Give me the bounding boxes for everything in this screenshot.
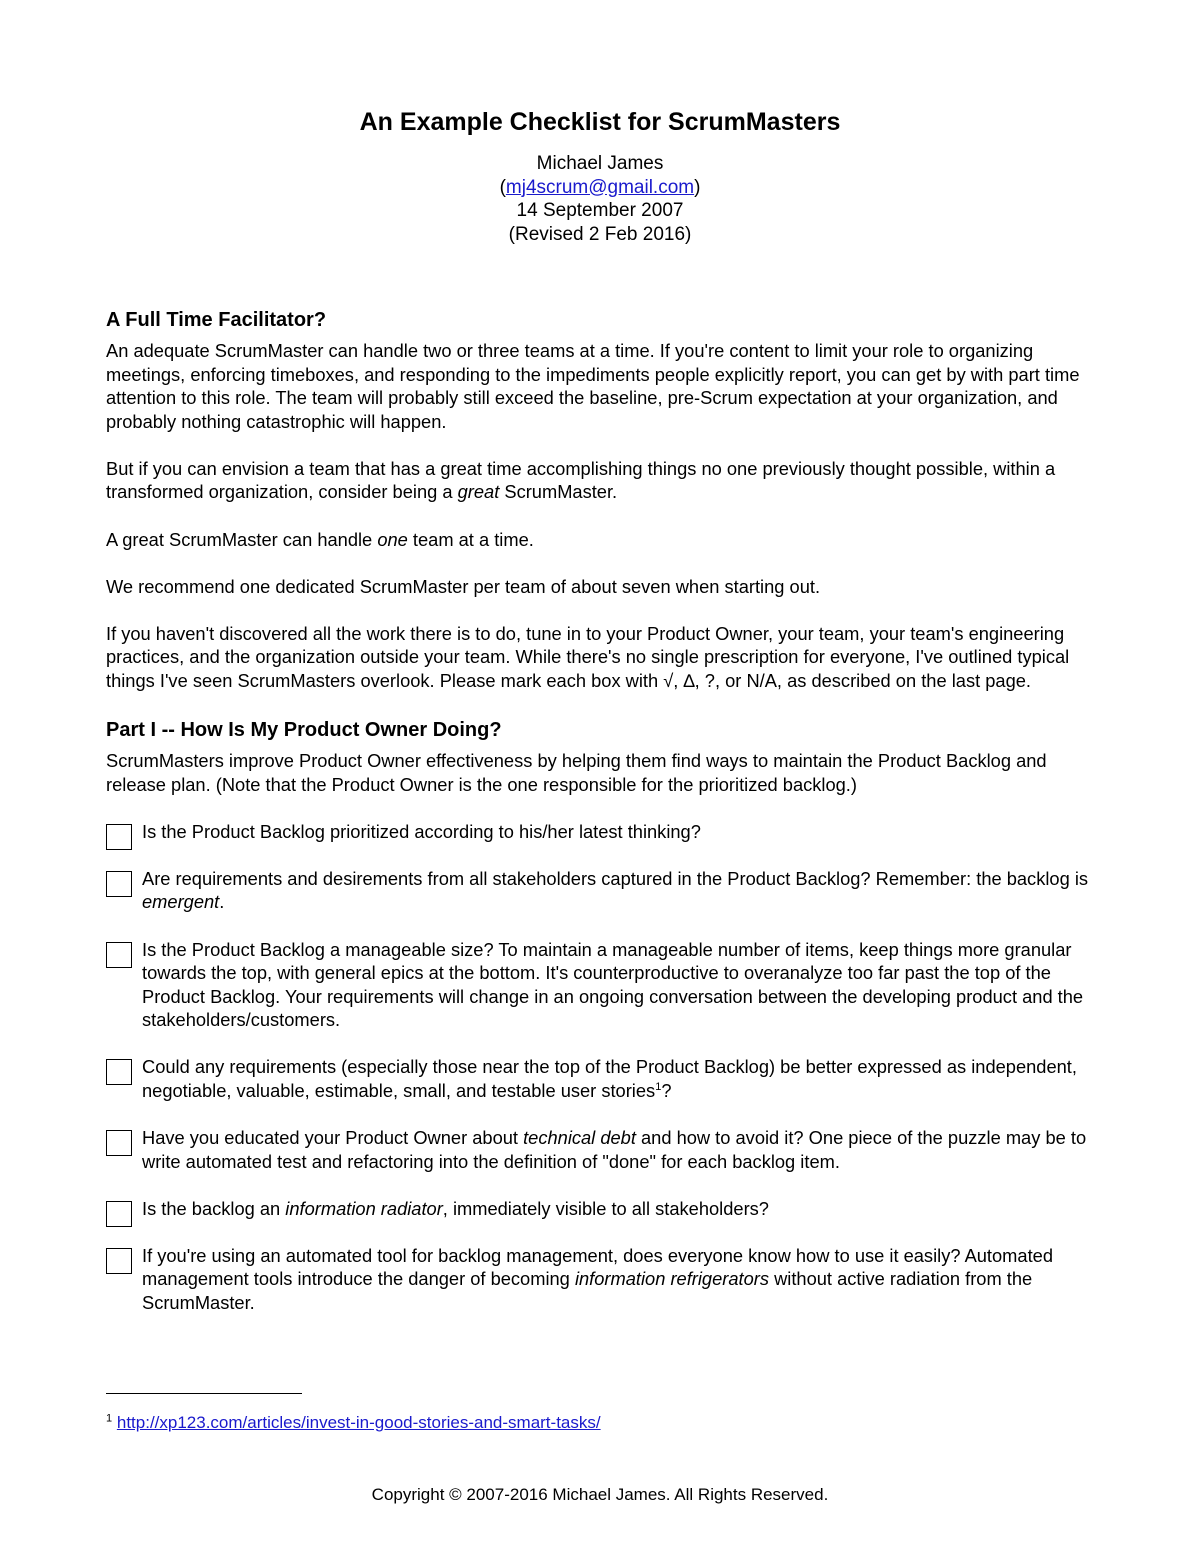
checklist-item [106, 1126, 1096, 1173]
emphasis: information refrigerators [574, 1268, 769, 1290]
copyright-notice: Copyright © 2007-2016 Michael James. All Rights Reserved. [371, 1485, 829, 1504]
emphasis: one [377, 528, 408, 550]
paragraph: If you haven't discovered all the work there is to do, tune in to your Product Owner, your team, your team's engineering practices, and the organization outside your team. While there's no single prescription for everyone, I've outlined typical things I've seen ScrumMasters overlook. Please mark each box with √, ∆, ?, or N/A, as described on the last page. [106, 622, 1070, 691]
checklist-item [106, 1244, 1096, 1315]
section-heading-facilitator: A Full Time Facilitator? [106, 309, 327, 331]
emphasis: information radiator [285, 1197, 443, 1219]
paragraph: A great ScrumMaster can handle one team at a time. [106, 528, 534, 550]
revised-date: (Revised 2 Feb 2016) [508, 223, 692, 245]
checklist-item-text: Could any requirements (especially those near the top of the Product Backlog) be better expressed as independent, negotiable, valuable, estimable, small, and testable user stories$^1$? [142, 1056, 1077, 1101]
checklist-item-text: Is the backlog an information radiator, immediately visible to all stakeholders? [142, 1197, 769, 1219]
footnote-link[interactable]: http://xp123.com/articles/invest-in-good-stories-and-smart-tasks/ [116, 1413, 601, 1432]
checklist-item [106, 1055, 1096, 1102]
checklist-item-text: If you're using an automated tool for backlog management, does everyone know how to use it easily? Automated management tools introduce the danger of becoming information refrigerators without active radiation from the ScrumMaster. [142, 1244, 1053, 1314]
checklist-item-text: Have you educated your Product Owner about technical debt and how to avoid it? One piece of the puzzle may be to write automated test and refactoring into the definition of "done" for each backlog item. [142, 1127, 1087, 1172]
checklist-item [106, 1197, 1096, 1221]
author-email-link[interactable]: mj4scrum@gmail.com [505, 176, 695, 198]
author-name: Michael James [536, 153, 664, 174]
author-email-line: (mj4scrum@gmail.com) [499, 176, 701, 198]
paragraph: An adequate ScrumMaster can handle two or three teams at a time. If you're content to limit your role to organizing meetings, enforcing timeboxes, and responding to the impediments people explicitly report, you can get by with part time attention to this role. The team will probably still exceed the baseline, pre-Scrum expectation at your organization, and probably nothing catastrophic will happen. [106, 340, 1080, 432]
checkbox[interactable] [106, 1201, 132, 1227]
checklist-item-text: Is the Product Backlog a manageable size? To maintain a manageable number of items, keep things more granular towards the top, with general epics at the bottom. It's counterproductive to overanalyze too far past the top of the Product Backlog. Your requirements will change in an ongoing conversation between the developing product and the stakeholders/customers. [142, 938, 1084, 1031]
footnote [106, 1412, 601, 1434]
checkbox[interactable] [106, 942, 132, 968]
emphasis: emergent [142, 891, 220, 913]
checkbox[interactable] [106, 1130, 132, 1156]
footnote-ref[interactable]: 1 [655, 1080, 662, 1093]
paragraph: ScrumMasters improve Product Owner effectiveness by helping them find ways to maintain the Product Backlog and release plan. (Note that the Product Owner is the one responsible for the prioritized backlog.) [106, 750, 1047, 795]
checkbox[interactable] [106, 1059, 132, 1085]
checklist-item-text: Is the Product Backlog prioritized according to his/her latest thinking? [142, 820, 701, 842]
checkbox[interactable] [106, 871, 132, 897]
checklist-item [106, 820, 1096, 844]
section-heading-product-owner: Part I -- How Is My Product Owner Doing? [106, 719, 502, 742]
checkbox[interactable] [106, 1248, 132, 1274]
footnote-marker: 1 [106, 1412, 113, 1425]
page-title: An Example Checklist for ScrumMasters [359, 108, 841, 136]
paragraph: We recommend one dedicated ScrumMaster per team of about seven when starting out. [106, 575, 821, 597]
paragraph: But if you can envision a team that has a great time accomplishing things no one previously thought possible, within a transformed organization, consider being a great ScrumMaster. [106, 457, 1056, 503]
publish-date: 14 September 2007 [516, 200, 684, 221]
checklist-item [106, 938, 1096, 1032]
footnote-divider [106, 1393, 302, 1394]
author-block [0, 152, 1200, 246]
main-content [106, 306, 1096, 1338]
emphasis: technical debt [523, 1127, 636, 1149]
checklist-item-text: Are requirements and desirements from all stakeholders captured in the Product Backlog? Remember: the backlog is emergent. [142, 867, 1089, 913]
checkbox[interactable] [106, 824, 132, 850]
emphasis: great [457, 481, 500, 503]
checklist-item [106, 867, 1096, 914]
